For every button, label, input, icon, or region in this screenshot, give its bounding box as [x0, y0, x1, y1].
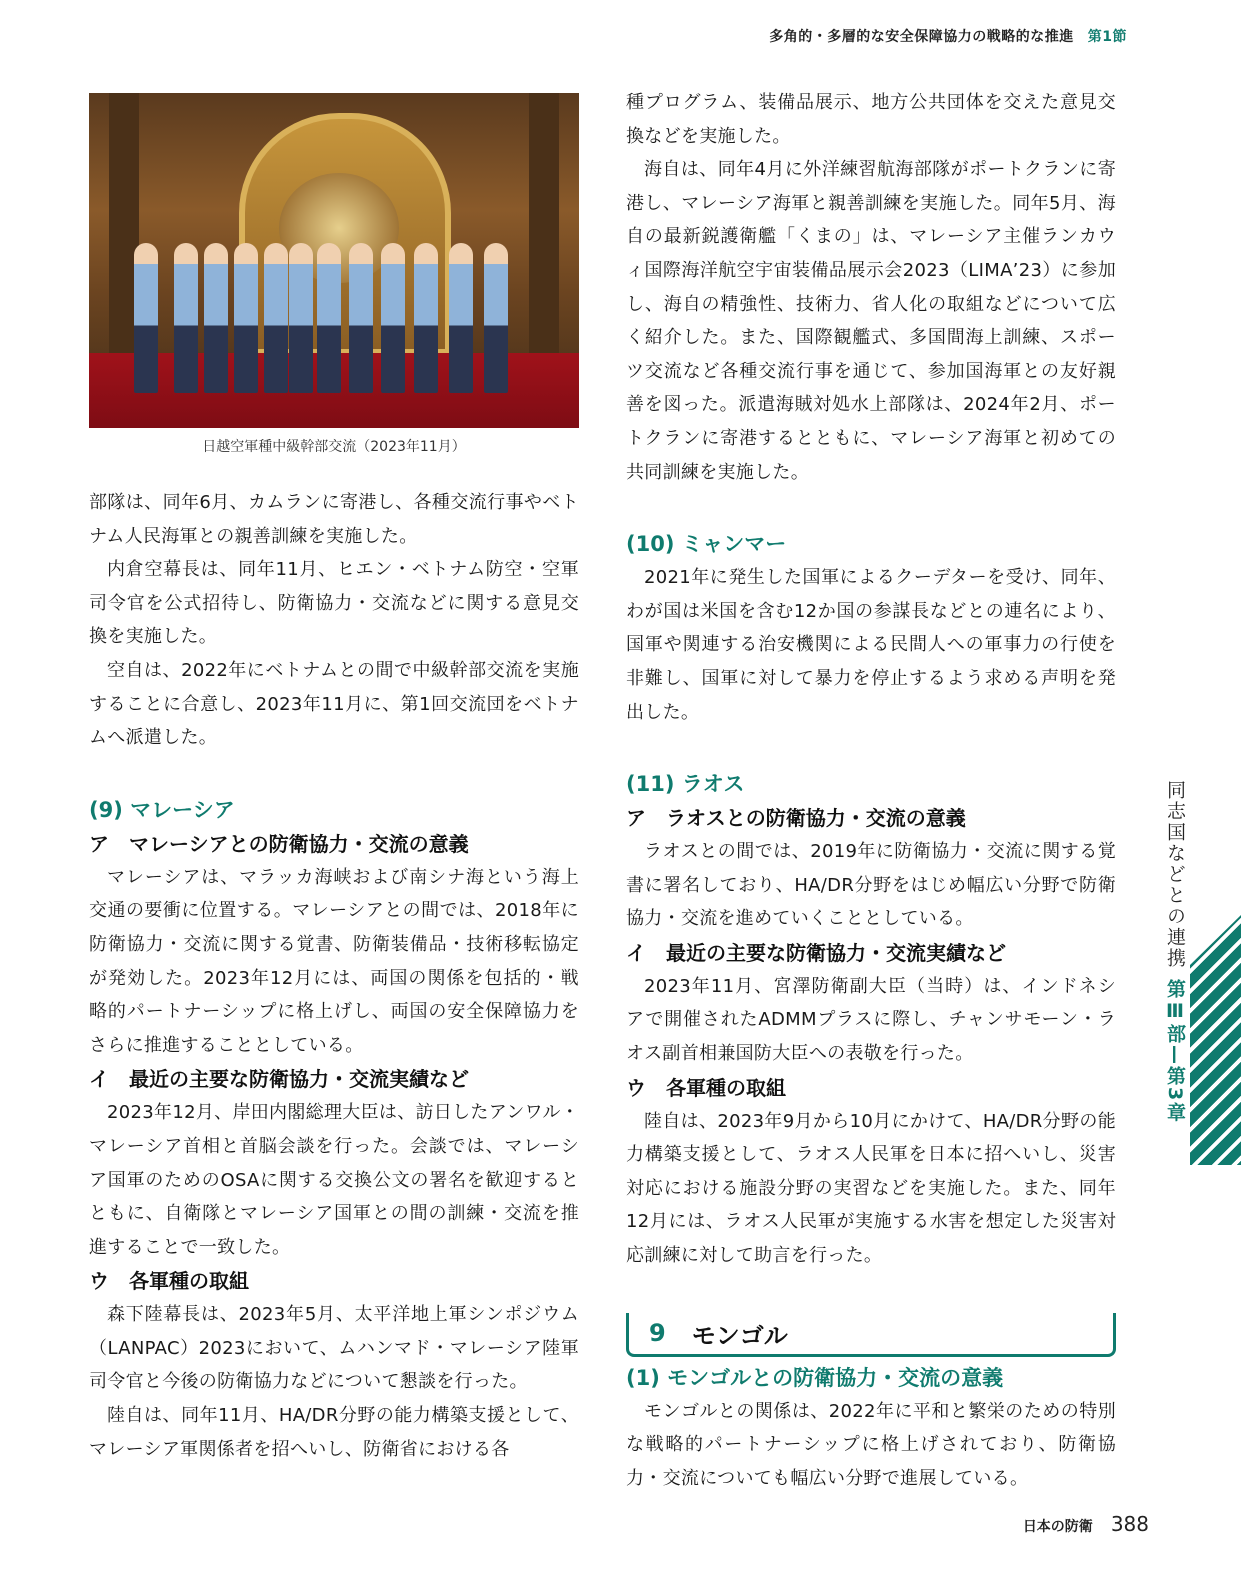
paragraph: モンゴルとの関係は、2022年に平和と繁栄のための特別な戦略的パートナーシップに格上げされており、防衛協力・交流についても幅広い分野で進展している。 — [626, 1400, 1116, 1489]
subheading-malaysia-services: ウ 各軍種の取組 — [89, 1269, 249, 1294]
side-tab-part: 第Ⅲ部—第3章 — [1164, 979, 1186, 1124]
section-number: 9 — [649, 1319, 666, 1348]
paragraph: 海自は、同年4月に外洋練習航海部隊がポートクランに寄港し、マレーシア海軍と親善訓練を実施した。同年5月、海自の最新鋭護衛艦「くまの」は、マレーシア主催ランカウィ国際海洋航空宇宙装備品展示会2023（LIMA’23）に参加し、海自の精強性、技術力、省人化の取組などについて広く紹介した。また、国際観艦式、多国間海上訓練、スポーツ交流など各種交流行事を通じて、参加国海軍との友好親善を図った。派遣海賊対処水上部隊は、2024年2月、ポートクランに寄港するとともに、マレーシア海軍と初めての共同訓練を実施した。 — [626, 159, 1116, 483]
paragraph: 陸自は、2023年9月から10月にかけて、HA/DR分野の能力構築支援として、ラオス人民軍を日本に招へいし、災害対応における施設分野の実習などを実施した。また、同年12月には、ラオス人民軍が実施する水害を想定した災害対応訓練に対して助言を行った。 — [626, 1110, 1116, 1267]
paragraph: 空自は、2022年にベトナムとの間で中級幹部交流を実施することに合意し、2023年11月に、第1回交流団をベトナムへ派遣した。 — [89, 659, 579, 749]
header-title: 多角的・多層的な安全保障協力の戦略的な推進 — [769, 29, 1074, 45]
running-header — [769, 26, 1127, 46]
heading-mongolia-significance: (1) モンゴルとの防衛協力・交流の意義 — [626, 1365, 1004, 1390]
paragraph: 森下陸幕長は、2023年5月、太平洋地上軍シンポジウム（LANPAC）2023において、ムハンマド・マレーシア陸軍司令官と今後の防衛協力などについて懇談を行った。 — [89, 1304, 579, 1393]
heading-laos: (11) ラオス — [626, 772, 745, 797]
photo-caption: 日越空軍種中級幹部交流（2023年11月） — [202, 439, 466, 455]
paragraph: マレーシアは、マラッカ海峡および南シナ海という海上交通の要衝に位置する。マレーシアとの間では、2018年に防衛協力・交流に関する覚書、防衛装備品・技術移転協定が発効した。2023年12月には、両国の関係を包括的・戦略的パートナーシップに格上げし、両国の安全保障協力をさらに推進することとしている。 — [89, 866, 579, 1056]
section-title: モンゴル — [691, 1321, 788, 1350]
paragraph: 2023年11月、宮澤防衛副大臣（当時）は、インドネシアで開催されたADMMプラスに際し、チャンサモーン・ラオス副首相兼国防大臣への表敬を行った。 — [626, 975, 1116, 1065]
left-column — [89, 486, 579, 1466]
subheading-laos-services: ウ 各軍種の取組 — [626, 1075, 786, 1100]
paragraph: 陸自は、同年11月、HA/DR分野の能力構築支援として、マレーシア軍関係者を招へいし、防衛省における各 — [89, 1405, 579, 1460]
chapter-side-tab — [1162, 780, 1192, 1123]
paragraph: ラオスとの間では、2019年に防衛協力・交流に関する覚書に署名しており、HA/DR分野をはじめ幅広い分野で防衛協力・交流を進めていくこととしている。 — [626, 841, 1116, 930]
subheading-laos-significance: ア ラオスとの防衛協力・交流の意義 — [626, 806, 966, 831]
section-heading-mongolia — [626, 1313, 1116, 1357]
subheading-laos-recent: イ 最近の主要な防衛協力・交流実績など — [626, 940, 1006, 965]
heading-myanmar: (10) ミャンマー — [626, 532, 787, 557]
side-tab-label: 同志国などとの連携 — [1164, 780, 1186, 969]
page-footer — [1023, 1512, 1149, 1536]
subheading-malaysia-recent: イ 最近の主要な防衛協力・交流実績など — [89, 1067, 469, 1092]
right-column — [626, 86, 1116, 1495]
paragraph: 2021年に発生した国軍によるクーデターを受け、同年、わが国は米国を含む12か国の参謀長などとの連名により、国軍や関連する治安機関による民間人への軍事力の行使を非難し、国軍に対して暴力を停止するよう求める声明を発出した。 — [626, 567, 1116, 723]
subheading-malaysia-significance: ア マレーシアとの防衛協力・交流の意義 — [89, 831, 469, 856]
paragraph: 2023年12月、岸田内閣総理大臣は、訪日したアンワル・マレーシア首相と首脳会談を行った。会談では、マレーシア国軍のためのOSAに関する交換公文の署名を歓迎するとともに、自衛隊とマレーシア国軍との間の訓練・交流を推進することで一致した。 — [89, 1102, 579, 1258]
page-number: 388 — [1110, 1512, 1149, 1536]
chapter-stripes-decoration — [1190, 915, 1241, 1165]
paragraph: 部隊は、同年6月、カムランに寄港し、各種交流行事やベトナム人民海軍との親善訓練を実施した。 — [89, 492, 579, 547]
paragraph: 種プログラム、装備品展示、地方公共団体を交えた意見交換などを実施した。 — [626, 92, 1116, 147]
header-section: 第1節 — [1087, 29, 1127, 45]
paragraph: 内倉空幕長は、同年11月、ヒエン・ベトナム防空・空軍司令官を公式招待し、防衛協力・交流などに関する意見交換を実施した。 — [89, 559, 579, 648]
photo-delegation — [89, 93, 579, 428]
heading-malaysia: (9) マレーシア — [89, 797, 235, 822]
footer-book-title: 日本の防衛 — [1022, 1519, 1093, 1535]
